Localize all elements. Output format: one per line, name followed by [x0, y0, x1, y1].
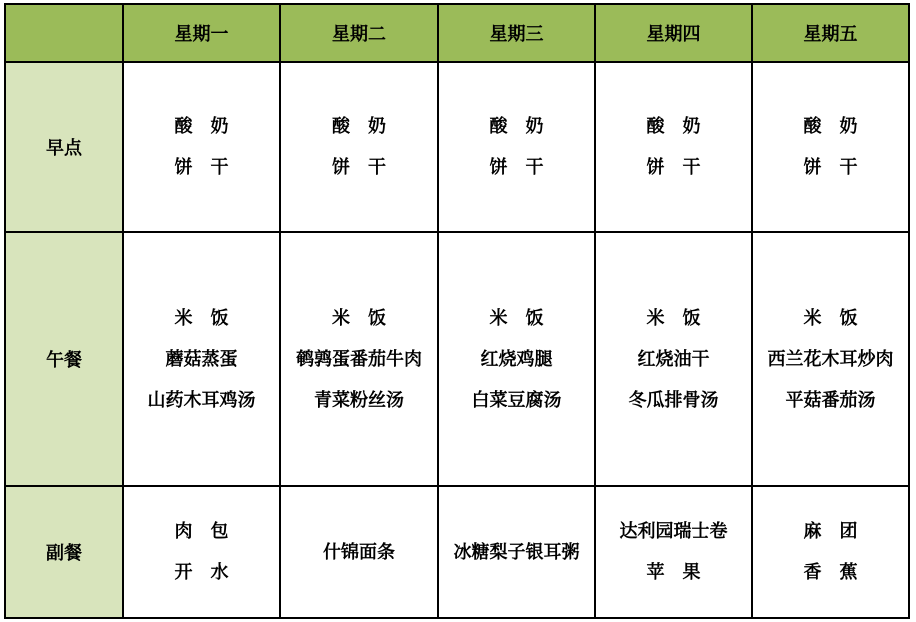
- menu-item: 饼 干: [332, 157, 386, 178]
- menu-item: 酸 奶: [332, 116, 386, 137]
- menu-item: 红烧鸡腿: [480, 348, 553, 370]
- menu-cell: [123, 62, 280, 232]
- menu-item: 蘑菇蒸蛋: [165, 348, 238, 370]
- menu-item: 苹 果: [646, 562, 701, 583]
- menu-item: 白菜豆腐汤: [471, 389, 562, 411]
- menu-cell: [123, 486, 280, 618]
- day-header: 星期三: [438, 4, 595, 62]
- menu-cell: [595, 486, 752, 618]
- menu-item: 米 饭: [646, 307, 701, 329]
- corner-cell: [5, 4, 123, 62]
- day-header: 星期五: [752, 4, 909, 62]
- table-row-breakfast: [5, 62, 909, 232]
- menu-item: 西兰花木耳炒肉: [767, 348, 894, 370]
- menu-item: 开 水: [174, 562, 229, 583]
- menu-item: 饼 干: [803, 157, 858, 178]
- menu-cell: [280, 62, 438, 232]
- menu-cell: [123, 232, 280, 486]
- menu-cell: [280, 486, 438, 618]
- row-header-lunch: 午餐: [5, 232, 123, 486]
- menu-item: 饼 干: [489, 157, 544, 178]
- menu-item: 酸 奶: [803, 116, 858, 137]
- menu-cell: [752, 232, 909, 486]
- row-header-snack: 副餐: [5, 486, 123, 618]
- header-row: [5, 4, 909, 62]
- menu-item: 酸 奶: [174, 116, 229, 137]
- menu-item: 青菜粉丝汤: [314, 389, 404, 411]
- menu-cell: [438, 232, 595, 486]
- table-row-snack: [5, 486, 909, 618]
- menu-item: 米 饭: [803, 307, 858, 329]
- menu-cell: [438, 486, 595, 618]
- table-row-lunch: [5, 232, 909, 486]
- menu-item: 冰糖梨子银耳粥: [453, 541, 580, 563]
- menu-item: 饼 干: [646, 157, 701, 178]
- menu-item: 冬瓜排骨汤: [628, 389, 719, 411]
- menu-item: 饼 干: [174, 157, 229, 178]
- menu-item: 红烧油干: [637, 348, 710, 370]
- menu-item: 米 饭: [174, 307, 229, 329]
- menu-item: 什锦面条: [323, 541, 395, 563]
- weekly-menu-table: [4, 3, 910, 619]
- menu-item: 麻 团: [803, 521, 858, 542]
- menu-cell: [595, 62, 752, 232]
- menu-item: 米 饭: [332, 307, 386, 329]
- menu-cell: [752, 62, 909, 232]
- menu-item: 酸 奶: [489, 116, 544, 137]
- row-header-breakfast: 早点: [5, 62, 123, 232]
- menu-cell: [595, 232, 752, 486]
- day-header: 星期二: [280, 4, 438, 62]
- menu-item: 山药木耳鸡汤: [147, 389, 256, 411]
- day-header: 星期一: [123, 4, 280, 62]
- menu-item: 肉 包: [174, 521, 229, 542]
- menu-cell: [438, 62, 595, 232]
- menu-item: 米 饭: [489, 307, 544, 329]
- menu-item: 鹌鹑蛋番茄牛肉: [296, 348, 422, 370]
- day-header: 星期四: [595, 4, 752, 62]
- menu-cell: [752, 486, 909, 618]
- menu-item: 平菇番茄汤: [785, 389, 876, 411]
- menu-item: 酸 奶: [646, 116, 701, 137]
- menu-item: 达利园瑞士卷: [619, 521, 728, 542]
- menu-cell: [280, 232, 438, 486]
- menu-item: 香 蕉: [803, 562, 858, 583]
